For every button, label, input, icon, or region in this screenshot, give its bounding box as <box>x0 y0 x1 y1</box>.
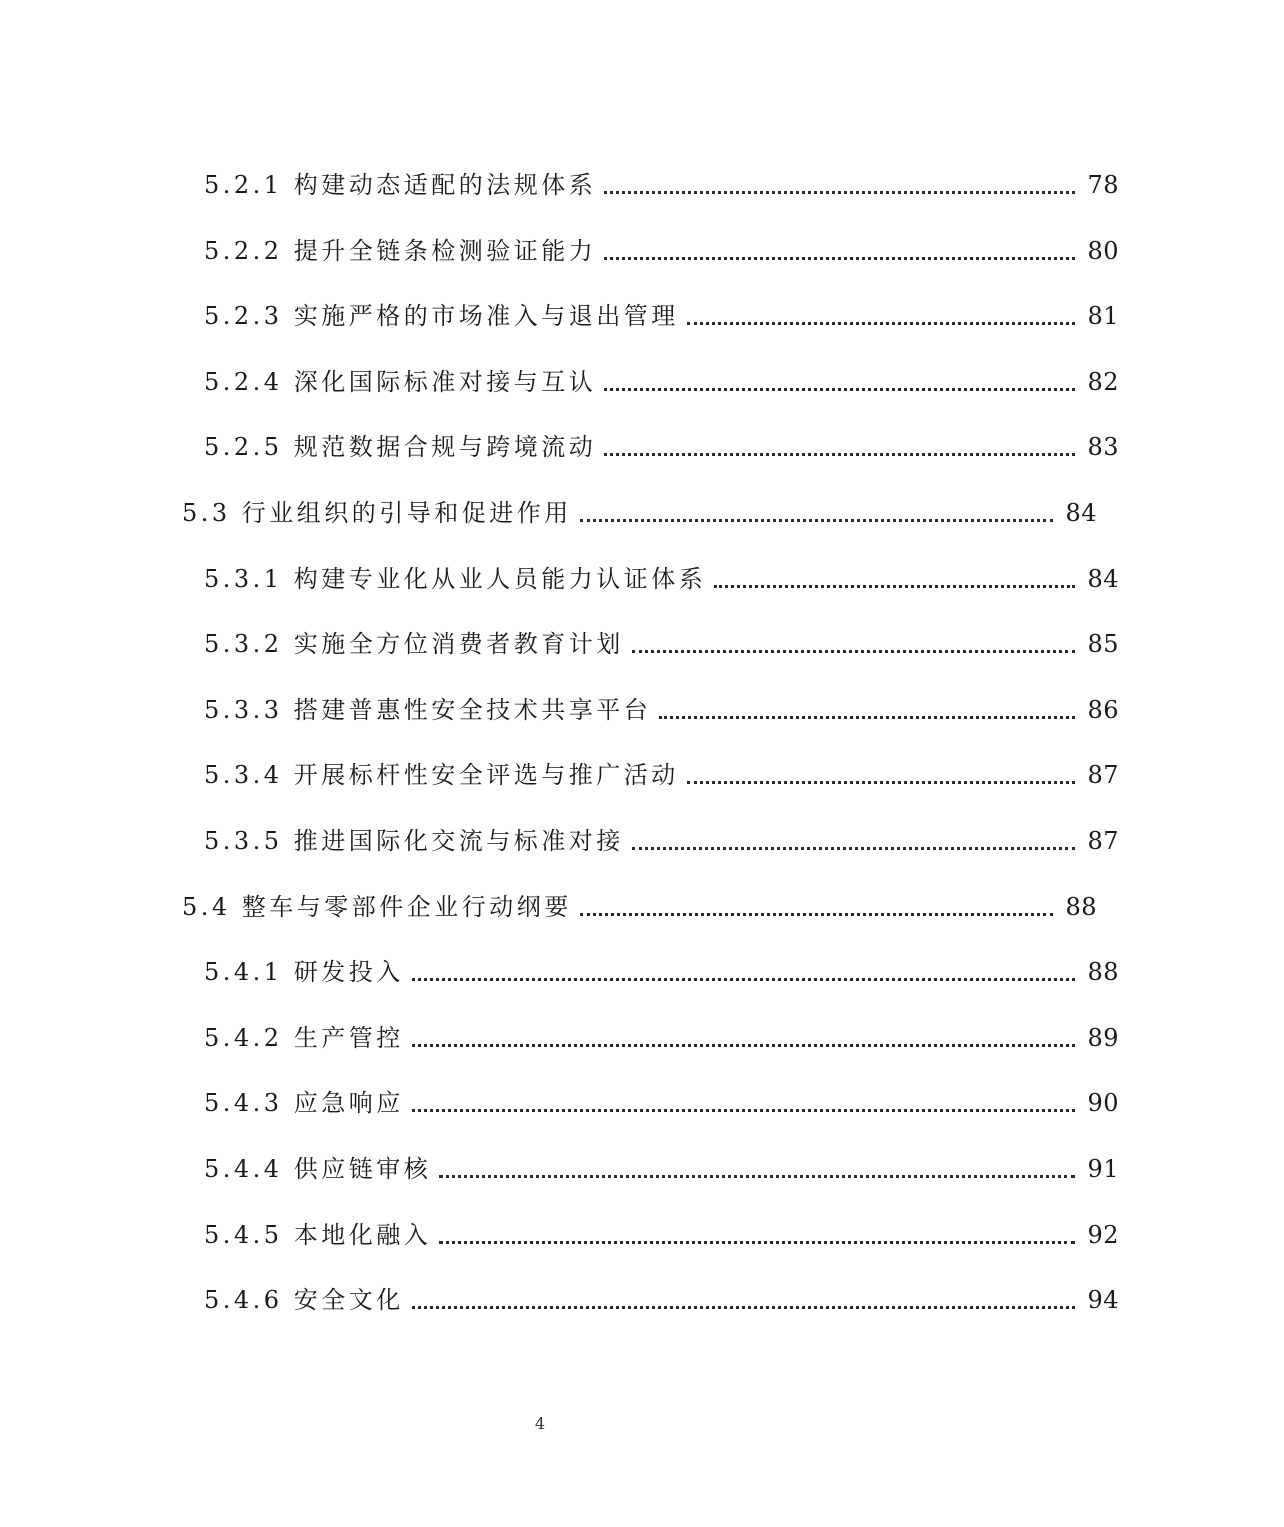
toc-entry[interactable] <box>0 750 1284 790</box>
toc-dot-leader <box>412 1109 1075 1112</box>
toc-entry[interactable] <box>0 685 1284 725</box>
toc-entry-page: 87 <box>1087 761 1119 789</box>
toc-dot-leader <box>659 716 1075 719</box>
toc-entry-label: 5.3.4 开展标杆性安全评选与推广活动 <box>204 761 679 789</box>
toc-dot-leader <box>412 1044 1075 1047</box>
toc-entry-label: 5.2.2 提升全链条检测验证能力 <box>204 237 597 265</box>
toc-dot-leader <box>632 650 1075 653</box>
toc-entry[interactable] <box>0 160 1284 200</box>
toc-entry-label: 5.4.1 研发投入 <box>204 958 404 986</box>
toc-entry-label: 5.4.5 本地化融入 <box>204 1221 432 1249</box>
toc-entry-label: 5.3.1 构建专业化从业人员能力认证体系 <box>204 565 707 593</box>
page-number: 4 <box>534 1414 546 1433</box>
toc-dot-leader <box>714 585 1075 588</box>
toc-entry-label: 5.3.3 搭建普惠性安全技术共享平台 <box>204 696 652 724</box>
toc-entry-label: 5.4.3 应急响应 <box>204 1089 404 1117</box>
toc-entry-page: 88 <box>1087 958 1119 986</box>
toc-dot-leader <box>604 191 1075 194</box>
toc-entry-label: 5.4.6 安全文化 <box>204 1286 404 1314</box>
toc-entry-page: 82 <box>1087 368 1119 396</box>
toc-entry-page: 88 <box>1065 893 1097 921</box>
toc-entry-label: 5.4 整车与零部件企业行动纲要 <box>182 893 572 921</box>
toc-entry-page: 94 <box>1087 1286 1119 1314</box>
toc-entry-label: 5.4.4 供应链审核 <box>204 1155 432 1183</box>
toc-entry[interactable] <box>0 1275 1284 1315</box>
toc-dot-leader <box>687 781 1075 784</box>
toc-dot-leader <box>412 1306 1075 1309</box>
toc-entry-page: 84 <box>1065 499 1097 527</box>
toc-entry[interactable] <box>0 816 1284 856</box>
toc-entry-label: 5.3.2 实施全方位消费者教育计划 <box>204 630 624 658</box>
toc-dot-leader <box>412 978 1075 981</box>
toc-entry[interactable] <box>0 226 1284 266</box>
toc-entry[interactable] <box>0 1144 1284 1184</box>
toc-entry[interactable] <box>0 357 1284 397</box>
toc-entry-label: 5.4.2 生产管控 <box>204 1024 404 1052</box>
toc-entry[interactable] <box>0 882 1262 922</box>
toc-entry-label: 5.2.5 规范数据合规与跨境流动 <box>204 433 597 461</box>
toc-entry[interactable] <box>0 1013 1284 1053</box>
toc-entry-page: 86 <box>1087 696 1119 724</box>
toc-dot-leader <box>604 257 1075 260</box>
toc-dot-leader <box>632 847 1075 850</box>
toc-entry[interactable] <box>0 291 1284 331</box>
toc-entry-page: 84 <box>1087 565 1119 593</box>
toc-entry-label: 5.2.3 实施严格的市场准入与退出管理 <box>204 302 679 330</box>
toc-dot-leader <box>439 1175 1075 1178</box>
toc-entry-page: 81 <box>1087 302 1119 330</box>
toc-entry[interactable] <box>0 488 1262 528</box>
toc-entry[interactable] <box>0 619 1284 659</box>
toc-entry[interactable] <box>0 422 1284 462</box>
toc-entry-label: 5.2.4 深化国际标准对接与互认 <box>204 368 597 396</box>
toc-entry-label: 5.3 行业组织的引导和促进作用 <box>182 499 572 527</box>
toc-entry-page: 78 <box>1087 171 1119 199</box>
toc-entry-page: 83 <box>1087 433 1119 461</box>
toc-entry[interactable] <box>0 1078 1284 1118</box>
toc-dot-leader <box>580 519 1053 522</box>
toc-dot-leader <box>580 913 1053 916</box>
toc-entry[interactable] <box>0 947 1284 987</box>
toc-entry[interactable] <box>0 1210 1284 1250</box>
toc-entry-page: 87 <box>1087 827 1119 855</box>
toc-dot-leader <box>439 1241 1075 1244</box>
toc-entry-page: 85 <box>1087 630 1119 658</box>
toc-dot-leader <box>604 453 1075 456</box>
toc-entry-page: 89 <box>1087 1024 1119 1052</box>
toc-entry[interactable] <box>0 554 1284 594</box>
toc-entry-page: 92 <box>1087 1221 1119 1249</box>
toc-entry-page: 91 <box>1087 1155 1119 1183</box>
toc-entry-label: 5.2.1 构建动态适配的法规体系 <box>204 171 597 199</box>
toc-dot-leader <box>604 388 1075 391</box>
toc-entry-label: 5.3.5 推进国际化交流与标准对接 <box>204 827 624 855</box>
toc-entry-page: 90 <box>1087 1089 1119 1117</box>
toc-entry-page: 80 <box>1087 237 1119 265</box>
toc-dot-leader <box>687 322 1075 325</box>
